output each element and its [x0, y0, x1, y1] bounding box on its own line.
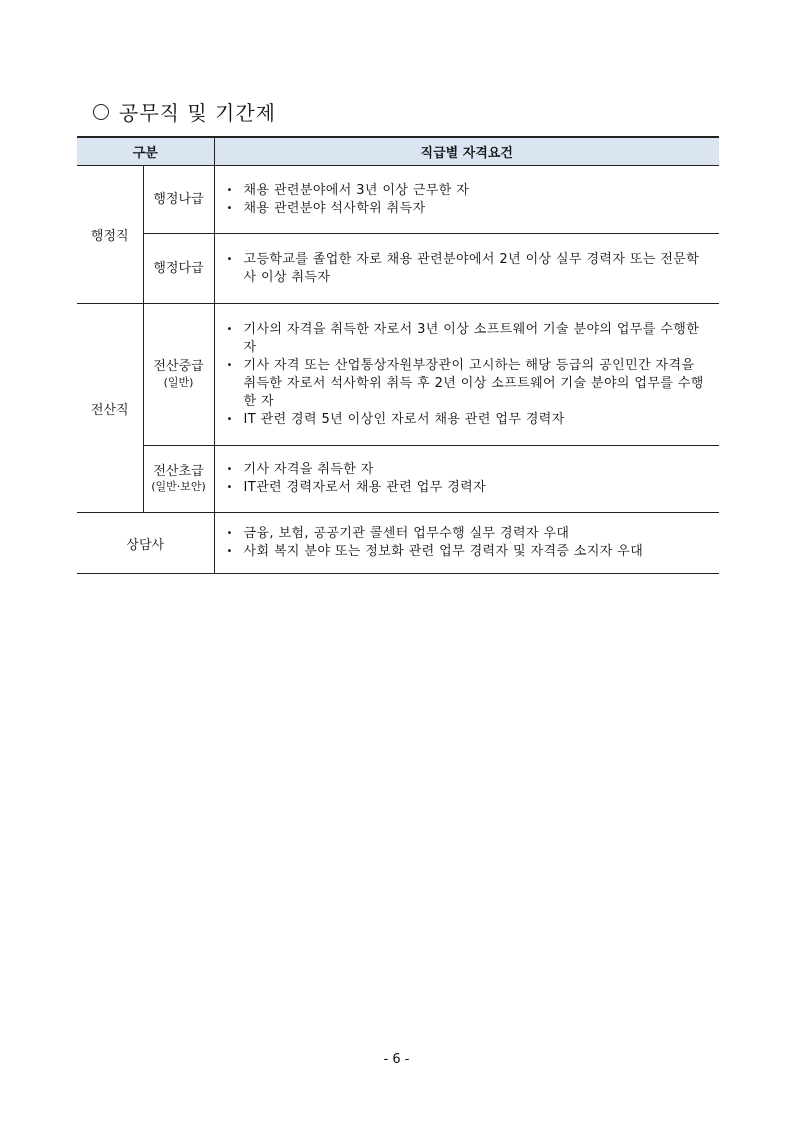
qualification-table [77, 136, 719, 574]
category-it: 전산직 [77, 304, 143, 513]
table-row [77, 234, 719, 304]
grade-label: 전산초급 [153, 463, 204, 479]
requirement-item: • 채용 관련분야에서 3년 이상 근무한 자 [227, 182, 712, 200]
requirement-item: • 기사의 자격을 취득한 자로서 3년 이상 소프트웨어 기술 분야의 업무를 수행한 자 [227, 321, 712, 357]
requirement-item: • 고등학교를 졸업한 자로 채용 관련분야에서 2년 이상 실무 경력자 또는 전문학사 이상 취득자 [227, 251, 712, 287]
table-row [77, 446, 719, 513]
circle-bullet-icon [93, 104, 109, 120]
section-heading [93, 97, 276, 126]
table-row [77, 513, 719, 574]
section-heading-text: 공무직 및 기간제 [119, 101, 276, 125]
grade-cell [143, 234, 214, 304]
requirements-cell [214, 234, 719, 304]
table-row [77, 166, 719, 234]
category-counselor: 상담사 [77, 513, 214, 574]
requirements-cell [214, 166, 719, 234]
header-category: 구분 [77, 137, 214, 166]
requirement-item: • 기사 자격을 취득한 자 [227, 461, 712, 479]
requirements-cell [214, 513, 719, 574]
requirement-item: • IT관련 경력자로서 채용 관련 업무 경력자 [227, 479, 712, 497]
table-header-row [77, 137, 719, 166]
requirement-item: • IT 관련 경력 5년 이상인 자로서 채용 관련 업무 경력자 [227, 411, 712, 429]
grade-cell [143, 304, 214, 446]
grade-label: 행정나급 [153, 191, 204, 207]
page-number: - 6 - [383, 1052, 410, 1067]
grade-cell [143, 446, 214, 513]
category-admin: 행정직 [77, 166, 143, 304]
requirement-item: • 채용 관련분야 석사학위 취득자 [227, 200, 712, 218]
requirements-cell [214, 304, 719, 446]
requirement-item: • 기사 자격 또는 산업통상자원부장관이 고시하는 해당 등급의 공인민간 자격을 취득한 자로서 석사학위 취득 후 2년 이상 소프트웨어 기술 분야의 업무를 수행한 자 [227, 357, 712, 411]
grade-label: 행정다급 [153, 260, 204, 276]
requirement-item: • 금융, 보험, 공공기관 콜센터 업무수행 실무 경력자 우대 [227, 525, 712, 543]
grade-note: (일반) [163, 375, 194, 389]
grade-note: (일반·보안) [151, 480, 206, 494]
header-requirements: 직급별 자격요건 [214, 137, 719, 166]
requirement-item: • 사회 복지 분야 또는 정보화 관련 업무 경력자 및 자격증 소지자 우대 [227, 543, 712, 561]
grade-label: 전산중급 [153, 359, 204, 375]
grade-cell [143, 166, 214, 234]
table-row [77, 304, 719, 446]
requirements-cell [214, 446, 719, 513]
